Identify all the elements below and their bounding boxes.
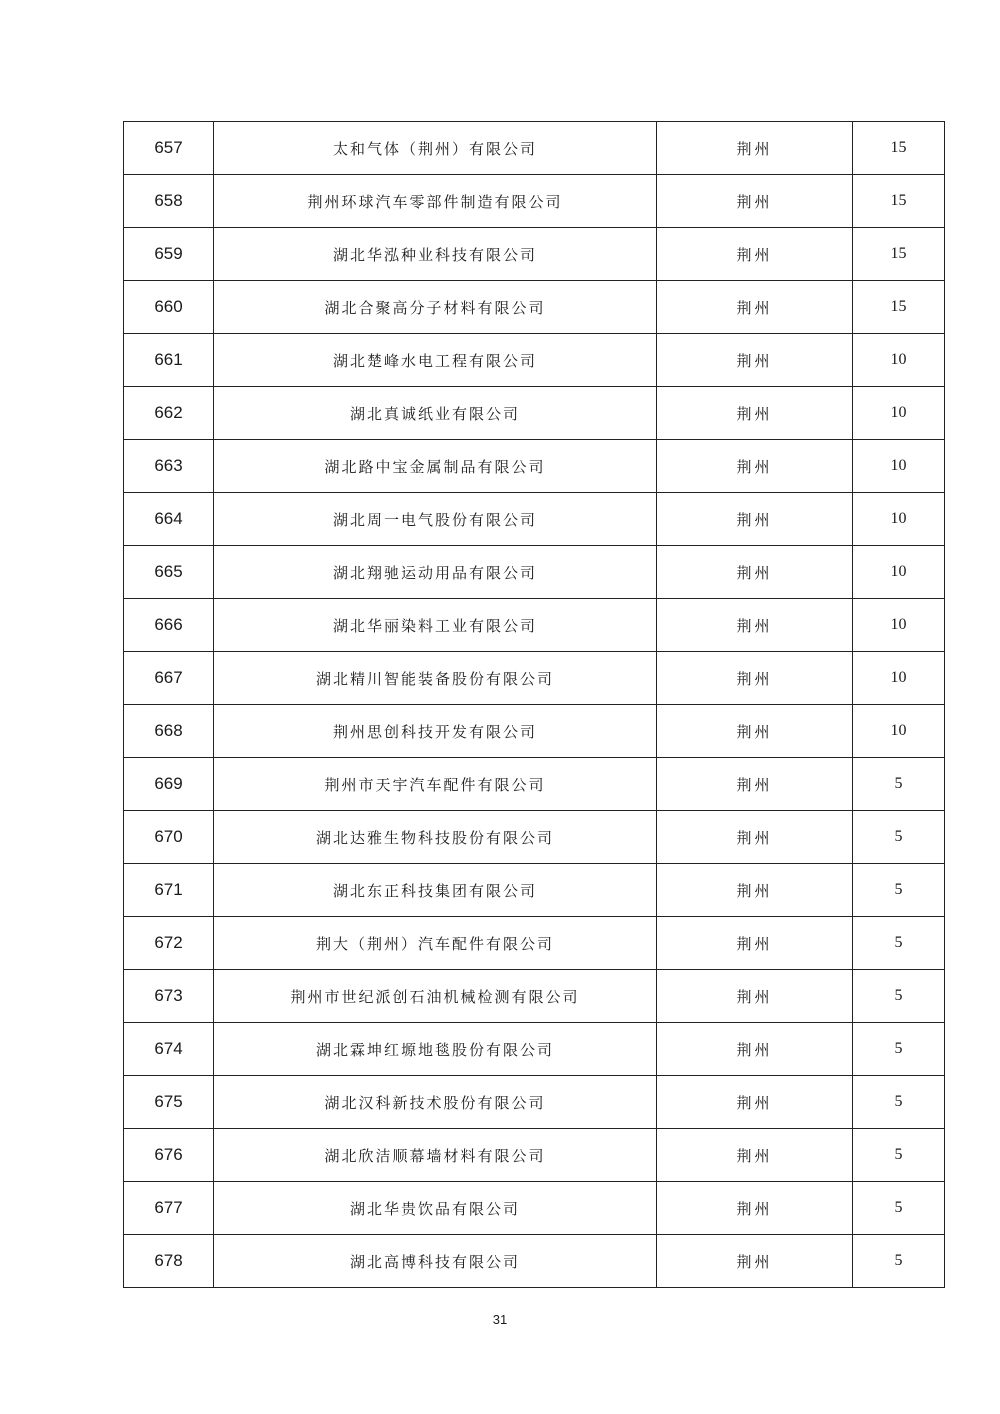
company-name: 湖北华丽染料工业有限公司 — [214, 599, 657, 652]
city-cell: 荆州 — [657, 387, 853, 440]
score-cell: 10 — [853, 387, 945, 440]
score-cell: 10 — [853, 652, 945, 705]
row-number: 661 — [124, 334, 214, 387]
score-cell: 15 — [853, 281, 945, 334]
row-number: 659 — [124, 228, 214, 281]
score-cell: 5 — [853, 1023, 945, 1076]
city-cell: 荆州 — [657, 175, 853, 228]
company-name: 湖北翔驰运动用品有限公司 — [214, 546, 657, 599]
row-number: 677 — [124, 1182, 214, 1235]
table-row — [124, 387, 945, 440]
city-cell: 荆州 — [657, 758, 853, 811]
company-name: 湖北楚峰水电工程有限公司 — [214, 334, 657, 387]
city-cell: 荆州 — [657, 1235, 853, 1288]
table-row — [124, 1023, 945, 1076]
company-name: 荆大（荆州）汽车配件有限公司 — [214, 917, 657, 970]
city-cell: 荆州 — [657, 811, 853, 864]
city-cell: 荆州 — [657, 440, 853, 493]
score-cell: 10 — [853, 493, 945, 546]
company-name: 湖北华贵饮品有限公司 — [214, 1182, 657, 1235]
company-name: 太和气体（荆州）有限公司 — [214, 122, 657, 175]
company-name: 湖北精川智能装备股份有限公司 — [214, 652, 657, 705]
score-cell: 5 — [853, 864, 945, 917]
row-number: 675 — [124, 1076, 214, 1129]
city-cell: 荆州 — [657, 970, 853, 1023]
company-name: 湖北华泓种业科技有限公司 — [214, 228, 657, 281]
city-cell: 荆州 — [657, 599, 853, 652]
company-name: 湖北达雅生物科技股份有限公司 — [214, 811, 657, 864]
score-cell: 10 — [853, 440, 945, 493]
city-cell: 荆州 — [657, 652, 853, 705]
row-number: 676 — [124, 1129, 214, 1182]
row-number: 671 — [124, 864, 214, 917]
row-number: 673 — [124, 970, 214, 1023]
company-name: 荆州思创科技开发有限公司 — [214, 705, 657, 758]
city-cell: 荆州 — [657, 705, 853, 758]
row-number: 662 — [124, 387, 214, 440]
city-cell: 荆州 — [657, 1129, 853, 1182]
page-number: 31 — [492, 1312, 508, 1327]
score-cell: 10 — [853, 705, 945, 758]
city-cell: 荆州 — [657, 1182, 853, 1235]
table-row — [124, 811, 945, 864]
row-number: 669 — [124, 758, 214, 811]
company-name: 荆州环球汽车零部件制造有限公司 — [214, 175, 657, 228]
table-row — [124, 1076, 945, 1129]
table-row — [124, 1235, 945, 1288]
row-number: 670 — [124, 811, 214, 864]
score-cell: 5 — [853, 970, 945, 1023]
score-cell: 10 — [853, 546, 945, 599]
table-row — [124, 228, 945, 281]
row-number: 663 — [124, 440, 214, 493]
company-name: 荆州市天宇汽车配件有限公司 — [214, 758, 657, 811]
table-row — [124, 864, 945, 917]
company-name: 湖北霖坤红塬地毯股份有限公司 — [214, 1023, 657, 1076]
score-cell: 5 — [853, 811, 945, 864]
company-name: 湖北合聚高分子材料有限公司 — [214, 281, 657, 334]
city-cell: 荆州 — [657, 917, 853, 970]
row-number: 664 — [124, 493, 214, 546]
table-row — [124, 546, 945, 599]
score-cell: 5 — [853, 1235, 945, 1288]
table-row — [124, 440, 945, 493]
score-cell: 5 — [853, 758, 945, 811]
score-cell: 10 — [853, 599, 945, 652]
company-name: 湖北周一电气股份有限公司 — [214, 493, 657, 546]
row-number: 660 — [124, 281, 214, 334]
city-cell: 荆州 — [657, 546, 853, 599]
score-cell: 5 — [853, 1182, 945, 1235]
city-cell: 荆州 — [657, 281, 853, 334]
table-row — [124, 122, 945, 175]
table-row — [124, 1182, 945, 1235]
city-cell: 荆州 — [657, 1076, 853, 1129]
table-row — [124, 705, 945, 758]
company-name: 湖北真诚纸业有限公司 — [214, 387, 657, 440]
city-cell: 荆州 — [657, 122, 853, 175]
table-row — [124, 493, 945, 546]
row-number: 665 — [124, 546, 214, 599]
city-cell: 荆州 — [657, 334, 853, 387]
row-number: 674 — [124, 1023, 214, 1076]
score-cell: 5 — [853, 1076, 945, 1129]
score-cell: 15 — [853, 228, 945, 281]
table-row — [124, 334, 945, 387]
score-cell: 15 — [853, 175, 945, 228]
company-table-body — [124, 122, 945, 1288]
table-row — [124, 917, 945, 970]
row-number: 667 — [124, 652, 214, 705]
city-cell: 荆州 — [657, 864, 853, 917]
score-cell: 15 — [853, 122, 945, 175]
company-name: 湖北汉科新技术股份有限公司 — [214, 1076, 657, 1129]
score-cell: 5 — [853, 917, 945, 970]
row-number: 672 — [124, 917, 214, 970]
table-row — [124, 281, 945, 334]
table-row — [124, 175, 945, 228]
city-cell: 荆州 — [657, 1023, 853, 1076]
row-number: 666 — [124, 599, 214, 652]
row-number: 657 — [124, 122, 214, 175]
score-cell: 5 — [853, 1129, 945, 1182]
table-row — [124, 1129, 945, 1182]
table-row — [124, 970, 945, 1023]
company-name: 湖北欣洁顺幕墙材料有限公司 — [214, 1129, 657, 1182]
company-name: 湖北东正科技集团有限公司 — [214, 864, 657, 917]
company-name: 荆州市世纪派创石油机械检测有限公司 — [214, 970, 657, 1023]
city-cell: 荆州 — [657, 493, 853, 546]
table-row — [124, 599, 945, 652]
city-cell: 荆州 — [657, 228, 853, 281]
table-row — [124, 758, 945, 811]
score-cell: 10 — [853, 334, 945, 387]
table-row — [124, 652, 945, 705]
company-table — [123, 121, 945, 1288]
row-number: 668 — [124, 705, 214, 758]
row-number: 658 — [124, 175, 214, 228]
company-name: 湖北高博科技有限公司 — [214, 1235, 657, 1288]
row-number: 678 — [124, 1235, 214, 1288]
company-name: 湖北路中宝金属制品有限公司 — [214, 440, 657, 493]
